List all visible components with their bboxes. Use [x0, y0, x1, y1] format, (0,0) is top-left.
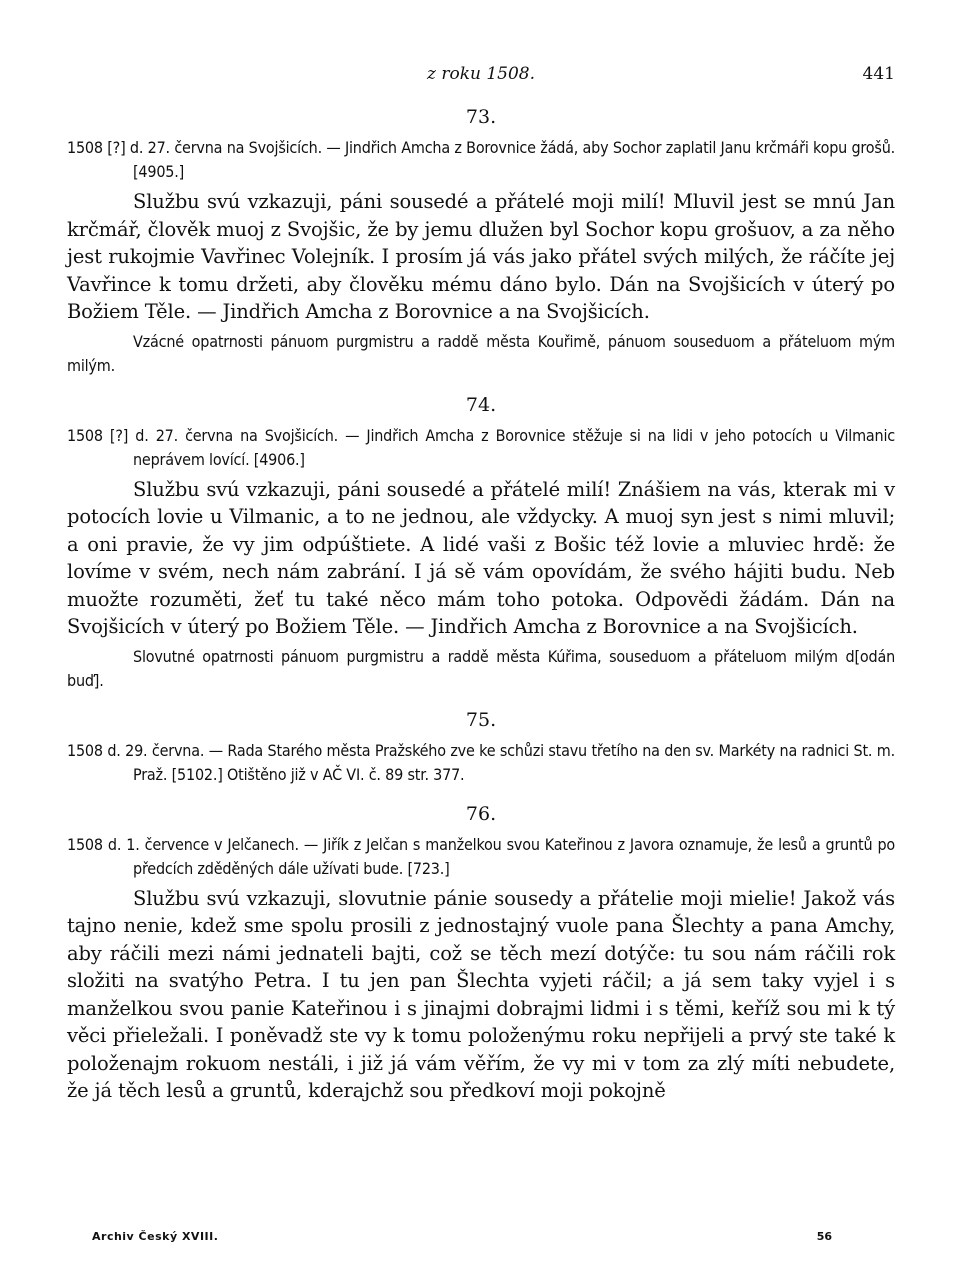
document-number: 73. [465, 106, 497, 128]
document-regest: 1508 d. 1. července v Jelčanech. — Jiřík z Jelčan s manželkou svou Kateřinou z Javora oznamuje, že lesů a gruntů po předcích zděděných dále užívati bude. [723.] [67, 834, 895, 878]
document-number: 76. [465, 802, 497, 825]
document-entry-76 [67, 801, 895, 1105]
document-regest: 1508 d. 29. června. — Rada Starého města Pražského zve ke schůzi stavu třetího na den sv. Markéty na radnici St. m. Praž. [5102.] Otištěno již v AČ VI. č. 89 str. 377. [67, 740, 895, 784]
document-body: Službu svú vzkazuji, páni sousedé a přátelé milí! Znášiem na vás, kterak mi v potocích lovie u Vilmanic, a to ne jednou, ale vždycky. A muoj syn jest s nimi mluvil; a oni pravie, že vy jim odpúštiete. A lidé vaši z Bošic též lovie a mluviec hrdě: že lovíme v svém, nech nám zabrání. I já sě vám opovídám, že svého hájiti budu. Neb muožte rozuměti, žeť tu také něco mám toho potoka. Odpovědi žádám. Dán na Svojšicích v úterý po Božiem Těle. — Jindřich Amcha z Borovnice a na Svojšicích. [67, 477, 895, 638]
page [67, 60, 895, 1105]
footer-signature: Archiv Český XVIII. [92, 1230, 219, 1243]
document-entry-73 [67, 104, 895, 378]
document-body: Službu svú vzkazuji, slovutnie pánie sousedy a přátelie moji mielie! Jakož vás tajno nenie, kdež sme spolu prosili z jednostajný vuole pana Šlechty a pana Amchy, aby ráčili mezi námi jednateli bajti, což se těch mezí dotýče: tu sou nám ráčili rok složiti na svatýho Petra. I tu jen pan Šlechta vyjeti ráčil; a já sem taky vyjel i s manželkou svou panie Kateřinou i s jinajmi dobrajmi lidmi i s těmi, keříž sou mi k tý věci přieležali. I poněvadž ste vy k tomu položenýmu roku nepřijeli a prvý ste také k položenajm rokuom nestáli, i již já vám věřím, že vy mi v tom za zlý míti nebudete, že já těch lesů a gruntů, kderajchž sou předkoví moji pokojně [67, 886, 895, 1102]
sheet-number: 56 [816, 1230, 832, 1243]
document-entry-74 [67, 392, 895, 693]
document-entry-75 [67, 707, 895, 787]
document-address: Vzácné opatrnosti pánuom purgmistru a raddě města Kouřimě, pánuom souseduom a přáteluom mým milým. [67, 331, 895, 375]
running-title: z roku 1508. [426, 64, 536, 84]
document-regest: 1508 [?] d. 27. června na Svojšicích. — Jindřich Amcha z Borovnice žádá, aby Sochor zaplatil Janu krčmáři kopu grošů. [4905.] [67, 138, 895, 181]
page-number: 441 [862, 64, 895, 84]
document-number: 74. [465, 393, 497, 416]
document-address: Slovutné opatrnosti pánuom purgmistru a raddě města Kúřima, souseduom a přáteluom milým d[odán buď]. [67, 646, 895, 690]
document-number: 75. [465, 708, 497, 731]
document-regest: 1508 [?] d. 27. června na Svojšicích. — Jindřich Amcha z Borovnice stěžuje si na lidi v jeho potocích u Vilmanic neprávem lovící. [4906.] [67, 425, 895, 469]
document-body: Službu svú vzkazuji, páni sousedé a přátelé moji milí! Mluvil jest se mnú Jan krčmář, člověk muoj z Svojšic, že by jemu dlužen byl Sochor kopu grošuov, a za něho jest rukojmie Vavřinec Volejník. I prosím já vás jako přátel svých milých, že ráčíte jej Vavřince k tomu držeti, aby člověku mému dáno bylo. Dán na Svojšicích v úterý po Božiem Těle. — Jindřich Amcha z Borovnice a na Svojšicích. [67, 190, 895, 323]
page-header [67, 60, 895, 90]
